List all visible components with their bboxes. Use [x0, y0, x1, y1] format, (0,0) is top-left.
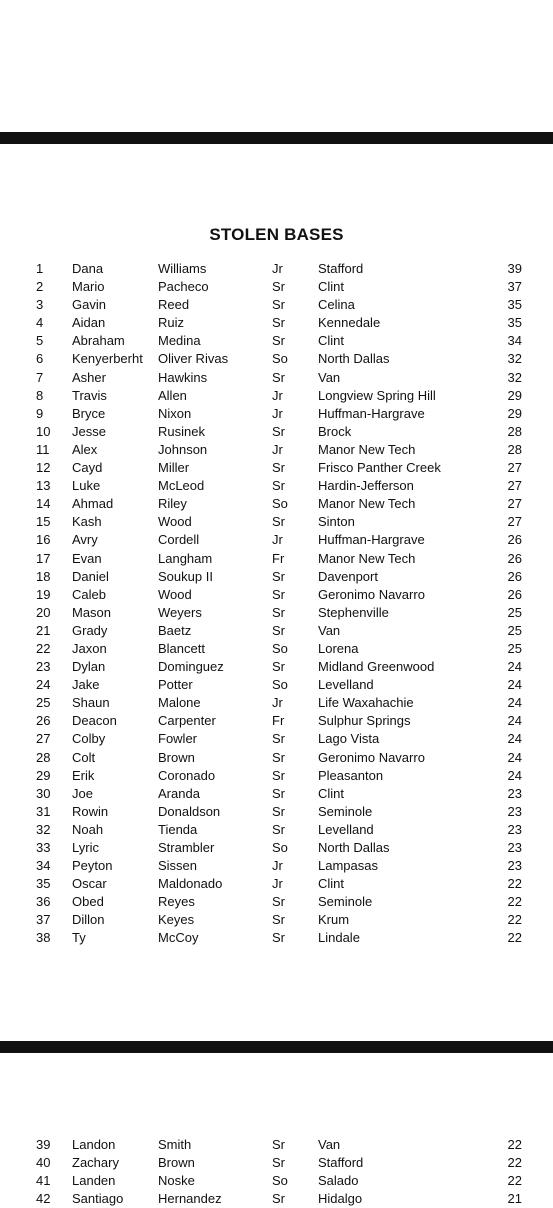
stolen-bases-total-cell: 23: [507, 858, 522, 874]
school-cell: Celina: [318, 297, 355, 313]
rank-cell: 13: [36, 478, 51, 494]
school-cell: Seminole: [318, 894, 373, 910]
class-year-cell: Sr: [272, 279, 285, 295]
class-year-cell: Sr: [272, 821, 285, 837]
last-name-cell: Hernandez: [158, 1191, 222, 1207]
last-name-cell: Oliver Rivas: [158, 351, 229, 367]
class-year-cell: Sr: [272, 1137, 285, 1152]
table-row: [0, 712, 553, 730]
rank-cell: 33: [36, 840, 51, 855]
class-year-cell: Sr: [272, 731, 285, 747]
stolen-bases-total-cell: 26: [507, 568, 522, 584]
last-name-cell: Wood: [158, 586, 192, 602]
first-name-cell: Daniel: [72, 568, 109, 584]
rank-cell: 3: [36, 297, 44, 313]
stolen-bases-total-cell: 26: [507, 550, 522, 566]
table-row: [0, 875, 553, 893]
school-cell: Geronimo Navarro: [318, 586, 425, 602]
first-name-cell: Colt: [72, 749, 96, 765]
school-cell: North Dallas: [318, 351, 390, 367]
school-cell: Clint: [318, 876, 345, 892]
last-name-cell: Miller: [158, 460, 190, 476]
school-cell: Clint: [318, 785, 345, 801]
class-year-cell: Jr: [272, 387, 283, 403]
first-name-cell: Cayd: [72, 460, 103, 476]
school-cell: Lorena: [318, 640, 359, 656]
class-year-cell: Jr: [272, 405, 283, 421]
class-year-cell: Sr: [272, 478, 285, 494]
school-cell: Geronimo Navarro: [318, 749, 425, 765]
school-cell: Krum: [318, 912, 350, 928]
table-row: [0, 369, 553, 387]
school-cell: Lampasas: [318, 858, 378, 874]
school-cell: Midland Greenwood: [318, 659, 435, 675]
first-name-cell: Santiago: [72, 1191, 124, 1207]
table-row: [0, 821, 553, 839]
first-name-cell: Jaxon: [72, 640, 107, 656]
stolen-bases-total-cell: 26: [507, 532, 522, 548]
first-name-cell: Lyric: [72, 840, 99, 855]
class-year-cell: So: [272, 496, 288, 512]
stolen-bases-total-cell: 27: [507, 478, 522, 494]
rank-cell: 5: [36, 333, 44, 349]
table-row: [0, 911, 553, 929]
class-year-cell: Sr: [272, 586, 285, 602]
school-cell: Stafford: [318, 1155, 364, 1171]
stolen-bases-total-cell: 24: [507, 713, 522, 729]
table-row: [0, 513, 553, 531]
stolen-bases-total-cell: 28: [507, 423, 522, 439]
first-name-cell: Dana: [72, 261, 104, 276]
school-cell: Pleasanton: [318, 767, 384, 783]
table-row: [0, 785, 553, 803]
last-name-cell: Carpenter: [158, 713, 216, 729]
first-name-cell: Obed: [72, 894, 104, 910]
table-row: [0, 929, 553, 947]
table-row: [0, 459, 553, 477]
page-separator-bar: [0, 132, 553, 144]
table-row: [0, 350, 553, 368]
table-row: [0, 278, 553, 296]
first-name-cell: Mario: [72, 279, 105, 295]
first-name-cell: Asher: [72, 369, 106, 385]
stolen-bases-total-cell: 23: [507, 785, 522, 801]
table-row: [0, 1154, 553, 1172]
rank-cell: 16: [36, 532, 51, 548]
page-separator-bar: [0, 1041, 553, 1053]
class-year-cell: So: [272, 640, 288, 656]
first-name-cell: Gavin: [72, 297, 106, 313]
rank-cell: 24: [36, 677, 51, 693]
last-name-cell: Riley: [158, 496, 187, 512]
stolen-bases-total-cell: 27: [507, 460, 522, 476]
last-name-cell: Smith: [158, 1137, 192, 1152]
rank-cell: 36: [36, 894, 51, 910]
school-cell: Levelland: [318, 821, 374, 837]
first-name-cell: Dillon: [72, 912, 105, 928]
first-name-cell: Aidan: [72, 315, 106, 331]
stolen-bases-total-cell: 25: [507, 604, 522, 620]
last-name-cell: Wood: [158, 514, 192, 530]
stolen-bases-total-cell: 21: [507, 1191, 522, 1207]
table-row: [0, 296, 553, 314]
rank-cell: 2: [36, 279, 44, 295]
stolen-bases-total-cell: 35: [507, 297, 522, 313]
school-cell: Seminole: [318, 803, 373, 819]
school-cell: Brock: [318, 423, 352, 439]
rank-cell: 25: [36, 695, 51, 711]
table-row: [0, 803, 553, 821]
class-year-cell: Jr: [272, 441, 283, 457]
class-year-cell: Sr: [272, 604, 285, 620]
rank-cell: 22: [36, 640, 51, 656]
last-name-cell: Weyers: [158, 604, 202, 620]
class-year-cell: Jr: [272, 532, 283, 548]
stolen-bases-total-cell: 23: [507, 840, 522, 855]
table-row: [0, 730, 553, 748]
table-row: [0, 893, 553, 911]
class-year-cell: Sr: [272, 767, 285, 783]
last-name-cell: Johnson: [158, 441, 208, 457]
stolen-bases-total-cell: 22: [507, 912, 522, 928]
class-year-cell: Sr: [272, 514, 285, 530]
school-cell: Huffman-Hargrave: [318, 532, 425, 548]
first-name-cell: Abraham: [72, 333, 125, 349]
first-name-cell: Jake: [72, 677, 100, 693]
rank-cell: 20: [36, 604, 51, 620]
first-name-cell: Landen: [72, 1173, 116, 1189]
rank-cell: 41: [36, 1173, 51, 1189]
last-name-cell: Dominguez: [158, 659, 224, 675]
first-name-cell: Bryce: [72, 405, 106, 421]
rank-cell: 37: [36, 912, 51, 928]
stolen-bases-total-cell: 34: [507, 333, 522, 349]
table-row: [0, 604, 553, 622]
first-name-cell: Ahmad: [72, 496, 114, 512]
stolen-bases-list: [0, 260, 553, 948]
last-name-cell: Hawkins: [158, 369, 208, 385]
table-row: [0, 260, 553, 278]
table-row: [0, 1172, 553, 1190]
stolen-bases-total-cell: 22: [507, 876, 522, 892]
last-name-cell: Allen: [158, 387, 187, 403]
stolen-bases-total-cell: 24: [507, 767, 522, 783]
first-name-cell: Deacon: [72, 713, 117, 729]
school-cell: Lago Vista: [318, 731, 380, 747]
class-year-cell: Jr: [272, 858, 283, 874]
last-name-cell: Maldonado: [158, 876, 223, 892]
table-row: [0, 314, 553, 332]
first-name-cell: Evan: [72, 550, 102, 566]
rank-cell: 31: [36, 803, 51, 819]
class-year-cell: Sr: [272, 333, 285, 349]
school-cell: Salado: [318, 1173, 359, 1189]
stolen-bases-total-cell: 22: [507, 894, 522, 910]
class-year-cell: Sr: [272, 423, 285, 439]
class-year-cell: So: [272, 677, 288, 693]
stolen-bases-total-cell: 39: [507, 261, 522, 276]
last-name-cell: Baetz: [158, 622, 192, 638]
rank-cell: 18: [36, 568, 51, 584]
first-name-cell: Kenyerberht: [72, 351, 143, 367]
last-name-cell: Reed: [158, 297, 190, 313]
rank-cell: 26: [36, 713, 51, 729]
table-row: [0, 640, 553, 658]
school-cell: Hardin-Jefferson: [318, 478, 414, 494]
first-name-cell: Erik: [72, 767, 95, 783]
table-row: [0, 423, 553, 441]
first-name-cell: Landon: [72, 1137, 116, 1152]
table-row: [0, 658, 553, 676]
school-cell: Kennedale: [318, 315, 381, 331]
class-year-cell: Sr: [272, 369, 285, 385]
class-year-cell: Sr: [272, 930, 285, 946]
rank-cell: 17: [36, 550, 51, 566]
table-row: [0, 387, 553, 405]
rank-cell: 1: [36, 261, 44, 276]
rank-cell: 8: [36, 387, 44, 403]
last-name-cell: McLeod: [158, 478, 205, 494]
stolen-bases-total-cell: 24: [507, 695, 522, 711]
class-year-cell: Jr: [272, 876, 283, 892]
table-row: [0, 531, 553, 549]
first-name-cell: Jesse: [72, 423, 106, 439]
last-name-cell: Brown: [158, 1155, 195, 1171]
last-name-cell: Rusinek: [158, 423, 205, 439]
class-year-cell: Sr: [272, 315, 285, 331]
table-row: [0, 550, 553, 568]
stolen-bases-total-cell: 22: [507, 930, 522, 946]
class-year-cell: Fr: [272, 713, 285, 729]
school-cell: Clint: [318, 279, 345, 295]
school-cell: Davenport: [318, 568, 378, 584]
school-cell: Manor New Tech: [318, 496, 416, 512]
class-year-cell: Sr: [272, 749, 285, 765]
last-name-cell: Soukup II: [158, 568, 213, 584]
first-name-cell: Luke: [72, 478, 101, 494]
table-row: [0, 405, 553, 423]
first-name-cell: Oscar: [72, 876, 107, 892]
rank-cell: 11: [36, 441, 50, 457]
school-cell: North Dallas: [318, 840, 390, 855]
class-year-cell: Sr: [272, 894, 285, 910]
rank-cell: 32: [36, 821, 51, 837]
school-cell: Longview Spring Hill: [318, 387, 436, 403]
rank-cell: 35: [36, 876, 51, 892]
class-year-cell: Sr: [272, 803, 285, 819]
rank-cell: 34: [36, 858, 51, 874]
table-row: [0, 586, 553, 604]
school-cell: Stafford: [318, 261, 364, 276]
first-name-cell: Ty: [72, 930, 86, 946]
stolen-bases-total-cell: 22: [507, 1137, 522, 1152]
school-cell: Life Waxahachie: [318, 695, 414, 711]
rank-cell: 12: [36, 460, 51, 476]
class-year-cell: So: [272, 351, 288, 367]
table-row: [0, 441, 553, 459]
last-name-cell: Tienda: [158, 821, 198, 837]
last-name-cell: Aranda: [158, 785, 200, 801]
last-name-cell: Williams: [158, 261, 207, 276]
last-name-cell: Donaldson: [158, 803, 221, 819]
class-year-cell: Sr: [272, 568, 285, 584]
last-name-cell: Brown: [158, 749, 195, 765]
last-name-cell: Malone: [158, 695, 201, 711]
first-name-cell: Alex: [72, 441, 98, 457]
last-name-cell: Langham: [158, 550, 213, 566]
stolen-bases-total-cell: 29: [507, 405, 522, 421]
rank-cell: 23: [36, 659, 51, 675]
rank-cell: 14: [36, 496, 51, 512]
last-name-cell: Pacheco: [158, 279, 209, 295]
stolen-bases-total-cell: 23: [507, 821, 522, 837]
stolen-bases-total-cell: 35: [507, 315, 522, 331]
table-row: [0, 332, 553, 350]
class-year-cell: Sr: [272, 297, 285, 313]
school-cell: Van: [318, 369, 341, 385]
first-name-cell: Rowin: [72, 803, 109, 819]
rank-cell: 10: [36, 423, 51, 439]
last-name-cell: Ruiz: [158, 315, 185, 331]
first-name-cell: Dylan: [72, 659, 106, 675]
rank-cell: 28: [36, 749, 51, 765]
stolen-bases-total-cell: 27: [507, 496, 522, 512]
stolen-bases-total-cell: 24: [507, 731, 522, 747]
stolen-bases-total-cell: 25: [507, 640, 522, 656]
class-year-cell: Sr: [272, 1155, 285, 1171]
stolen-bases-total-cell: 24: [507, 659, 522, 675]
table-row: [0, 839, 553, 857]
stolen-bases-total-cell: 26: [507, 586, 522, 602]
school-cell: Hidalgo: [318, 1191, 363, 1207]
first-name-cell: Mason: [72, 604, 112, 620]
first-name-cell: Travis: [72, 387, 107, 403]
school-cell: Van: [318, 622, 341, 638]
school-cell: Sulphur Springs: [318, 713, 411, 729]
first-name-cell: Grady: [72, 622, 108, 638]
last-name-cell: Noske: [158, 1173, 195, 1189]
table-row: [0, 1136, 553, 1154]
table-row: [0, 767, 553, 785]
last-name-cell: Keyes: [158, 912, 195, 928]
rank-cell: 21: [36, 622, 51, 638]
rank-cell: 15: [36, 514, 51, 530]
class-year-cell: Fr: [272, 550, 285, 566]
stolen-bases-total-cell: 25: [507, 622, 522, 638]
last-name-cell: McCoy: [158, 930, 199, 946]
table-row: [0, 622, 553, 640]
page-title: STOLEN BASES: [209, 225, 344, 244]
stolen-bases-list-continued: [0, 1136, 553, 1208]
table-row: [0, 749, 553, 767]
stolen-bases-total-cell: 27: [507, 514, 522, 530]
first-name-cell: Kash: [72, 514, 102, 530]
rank-cell: 27: [36, 731, 51, 747]
first-name-cell: Zachary: [72, 1155, 119, 1171]
class-year-cell: Sr: [272, 659, 285, 675]
last-name-cell: Potter: [158, 677, 193, 693]
rank-cell: 9: [36, 405, 44, 421]
school-cell: Sinton: [318, 514, 355, 530]
last-name-cell: Reyes: [158, 894, 195, 910]
rank-cell: 42: [36, 1191, 51, 1207]
rank-cell: 6: [36, 351, 44, 367]
first-name-cell: Caleb: [72, 586, 106, 602]
stolen-bases-total-cell: 24: [507, 677, 522, 693]
last-name-cell: Fowler: [158, 731, 198, 747]
school-cell: Clint: [318, 333, 345, 349]
school-cell: Manor New Tech: [318, 441, 416, 457]
last-name-cell: Coronado: [158, 767, 216, 783]
rank-cell: 4: [36, 315, 44, 331]
table-row: [0, 568, 553, 586]
last-name-cell: Blancett: [158, 640, 205, 656]
class-year-cell: So: [272, 840, 288, 855]
first-name-cell: Joe: [72, 785, 93, 801]
class-year-cell: Sr: [272, 460, 285, 476]
class-year-cell: Sr: [272, 1191, 285, 1207]
stolen-bases-total-cell: 28: [507, 441, 522, 457]
stolen-bases-total-cell: 29: [507, 387, 522, 403]
first-name-cell: Avry: [72, 532, 98, 548]
school-cell: Manor New Tech: [318, 550, 416, 566]
last-name-cell: Medina: [158, 333, 201, 349]
school-cell: Lindale: [318, 930, 360, 946]
class-year-cell: Sr: [272, 912, 285, 928]
class-year-cell: Sr: [272, 622, 285, 638]
school-cell: Levelland: [318, 677, 374, 693]
stolen-bases-total-cell: 24: [507, 749, 522, 765]
stolen-bases-total-cell: 22: [507, 1173, 522, 1189]
class-year-cell: Jr: [272, 695, 283, 711]
table-row: [0, 1190, 553, 1208]
rank-cell: 30: [36, 785, 51, 801]
rank-cell: 29: [36, 767, 51, 783]
school-cell: Huffman-Hargrave: [318, 405, 425, 421]
stolen-bases-total-cell: 37: [507, 279, 522, 295]
first-name-cell: Noah: [72, 821, 104, 837]
class-year-cell: Sr: [272, 785, 285, 801]
table-row: [0, 676, 553, 694]
rank-cell: 38: [36, 930, 51, 946]
table-row: [0, 857, 553, 875]
class-year-cell: Jr: [272, 261, 283, 276]
first-name-cell: Shaun: [72, 695, 110, 711]
last-name-cell: Sissen: [158, 858, 198, 874]
school-cell: Stephenville: [318, 604, 389, 620]
stolen-bases-total-cell: 32: [507, 369, 522, 385]
first-name-cell: Colby: [72, 731, 106, 747]
table-row: [0, 694, 553, 712]
class-year-cell: So: [272, 1173, 288, 1189]
stolen-bases-total-cell: 23: [507, 803, 522, 819]
first-name-cell: Peyton: [72, 858, 113, 874]
rank-cell: 40: [36, 1155, 51, 1171]
rank-cell: 19: [36, 586, 51, 602]
school-cell: Frisco Panther Creek: [318, 460, 441, 476]
last-name-cell: Strambler: [158, 840, 215, 855]
table-row: [0, 495, 553, 513]
table-row: [0, 477, 553, 495]
rank-cell: 7: [36, 369, 44, 385]
stolen-bases-total-cell: 22: [507, 1155, 522, 1171]
school-cell: Van: [318, 1137, 341, 1152]
stolen-bases-total-cell: 32: [507, 351, 522, 367]
last-name-cell: Cordell: [158, 532, 200, 548]
rank-cell: 39: [36, 1137, 51, 1152]
last-name-cell: Nixon: [158, 405, 192, 421]
